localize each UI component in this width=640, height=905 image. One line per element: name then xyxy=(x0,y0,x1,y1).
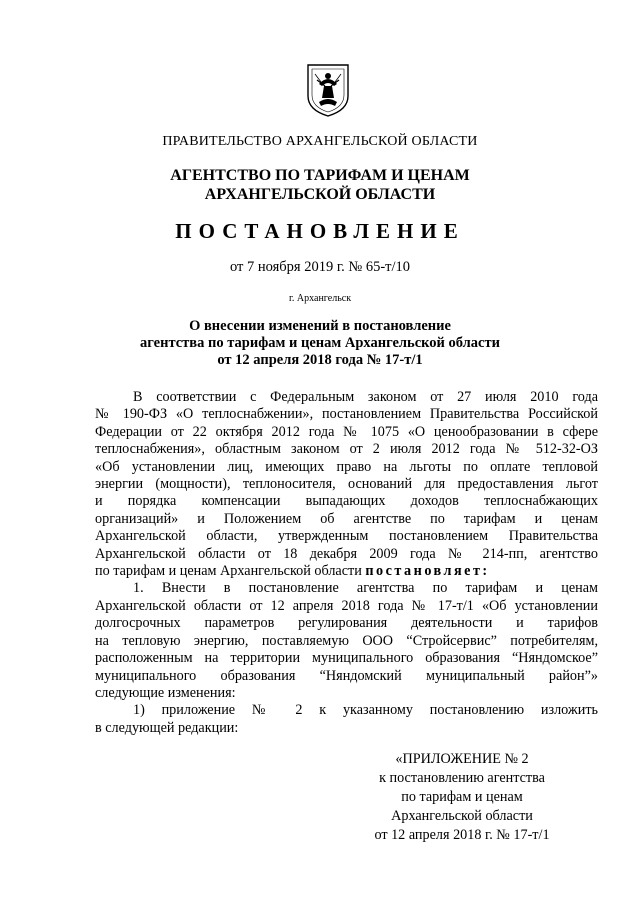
text-line: Федерации от 22 октября 2012 года № 1075 «О ценообразовании в сфере xyxy=(95,423,598,440)
appendix-line1: «ПРИЛОЖЕНИЕ № 2 xyxy=(395,751,529,767)
text-line: «Об установлении лиц, имеющих право на льготы по оплате тепловой xyxy=(95,458,598,475)
text-line: Архангельской области от 12 апреля 2018 года № 17-т/1 «Об установлении xyxy=(95,597,598,614)
appendix-line4: Архангельской области xyxy=(391,808,533,824)
document-type: ПОСТАНОВЛЕНИЕ xyxy=(175,219,465,243)
text-line: и порядка компенсации выпадающих доходов теплоснабжающих xyxy=(95,493,598,510)
date-and-number: от 7 ноября 2019 г. № 65-т/10 xyxy=(229,259,411,275)
document-body xyxy=(95,389,598,737)
paragraph-subitem-1 xyxy=(95,702,598,737)
agency-name-line1: АГЕНТСТВО ПО ТАРИФАМ И ЦЕНАМ xyxy=(170,167,470,184)
text-line: долгосрочных параметров регулирования деятельности и тарифов xyxy=(95,615,598,632)
text-line: 1) приложение № 2 к указанному постановлению изложить xyxy=(133,702,598,719)
paragraph-preamble xyxy=(95,389,598,580)
text-line: № 190-ФЗ «О теплоснабжении», постановлением Правительства Российской xyxy=(95,406,598,423)
paragraph-item-1 xyxy=(95,580,598,702)
coat-of-arms-icon xyxy=(305,62,351,118)
decree-word: постановляет: xyxy=(365,563,490,580)
text-line: 1. Внести в постановление агентства по тарифам и ценам xyxy=(133,580,598,597)
subject-line1: О внесении изменений в постановление xyxy=(189,318,451,334)
text-line: Архангельской области, утвержденным постановлением Правительства xyxy=(95,528,598,545)
text-line: муниципального образования “Няндомский муниципальный район”» xyxy=(95,667,598,684)
text-line: организаций» и Положением об агентстве по тарифам и ценам xyxy=(95,510,598,527)
appendix-line3: по тарифам и ценам xyxy=(401,789,523,805)
agency-name xyxy=(0,166,640,204)
text-line: в следующей редакции: xyxy=(95,719,239,736)
agency-name-line2: АРХАНГЕЛЬСКОЙ ОБЛАСТИ xyxy=(204,186,436,203)
text-line xyxy=(95,563,598,580)
text-line: энергии (мощности), теплоносителя, оснований для предоставления льгот xyxy=(95,476,598,493)
text-line: Архангельской области от 18 декабря 2009 года № 214-пп, агентство xyxy=(95,545,598,562)
subject-line2: агентства по тарифам и ценам Архангельской области xyxy=(140,335,500,351)
text-line: на тепловую энергию, поставляемую ООО “Стройсервис” потребителям, xyxy=(95,632,598,649)
appendix-line5: от 12 апреля 2018 г. № 17-т/1 xyxy=(374,827,550,843)
text-line: расположенным на территории муниципального образования “Няндомское” xyxy=(95,650,598,667)
text-segment: по тарифам и ценам Архангельской области xyxy=(95,563,366,580)
text-line: В соответствии с Федеральным законом от 27 июля 2010 года xyxy=(133,389,598,405)
government-name: ПРАВИТЕЛЬСТВО АРХАНГЕЛЬСКОЙ ОБЛАСТИ xyxy=(162,134,478,149)
text-line: следующие изменения: xyxy=(95,684,236,701)
text-line: теплоснабжения», областным законом от 2 июля 2012 года № 512-32-ОЗ xyxy=(95,441,598,458)
subject-line3: от 12 апреля 2018 года № 17-т/1 xyxy=(217,352,423,368)
appendix-line2: к постановлению агентства xyxy=(379,770,545,786)
city: г. Архангельск xyxy=(288,293,352,304)
document-subject xyxy=(0,318,640,369)
appendix-heading xyxy=(362,750,562,845)
